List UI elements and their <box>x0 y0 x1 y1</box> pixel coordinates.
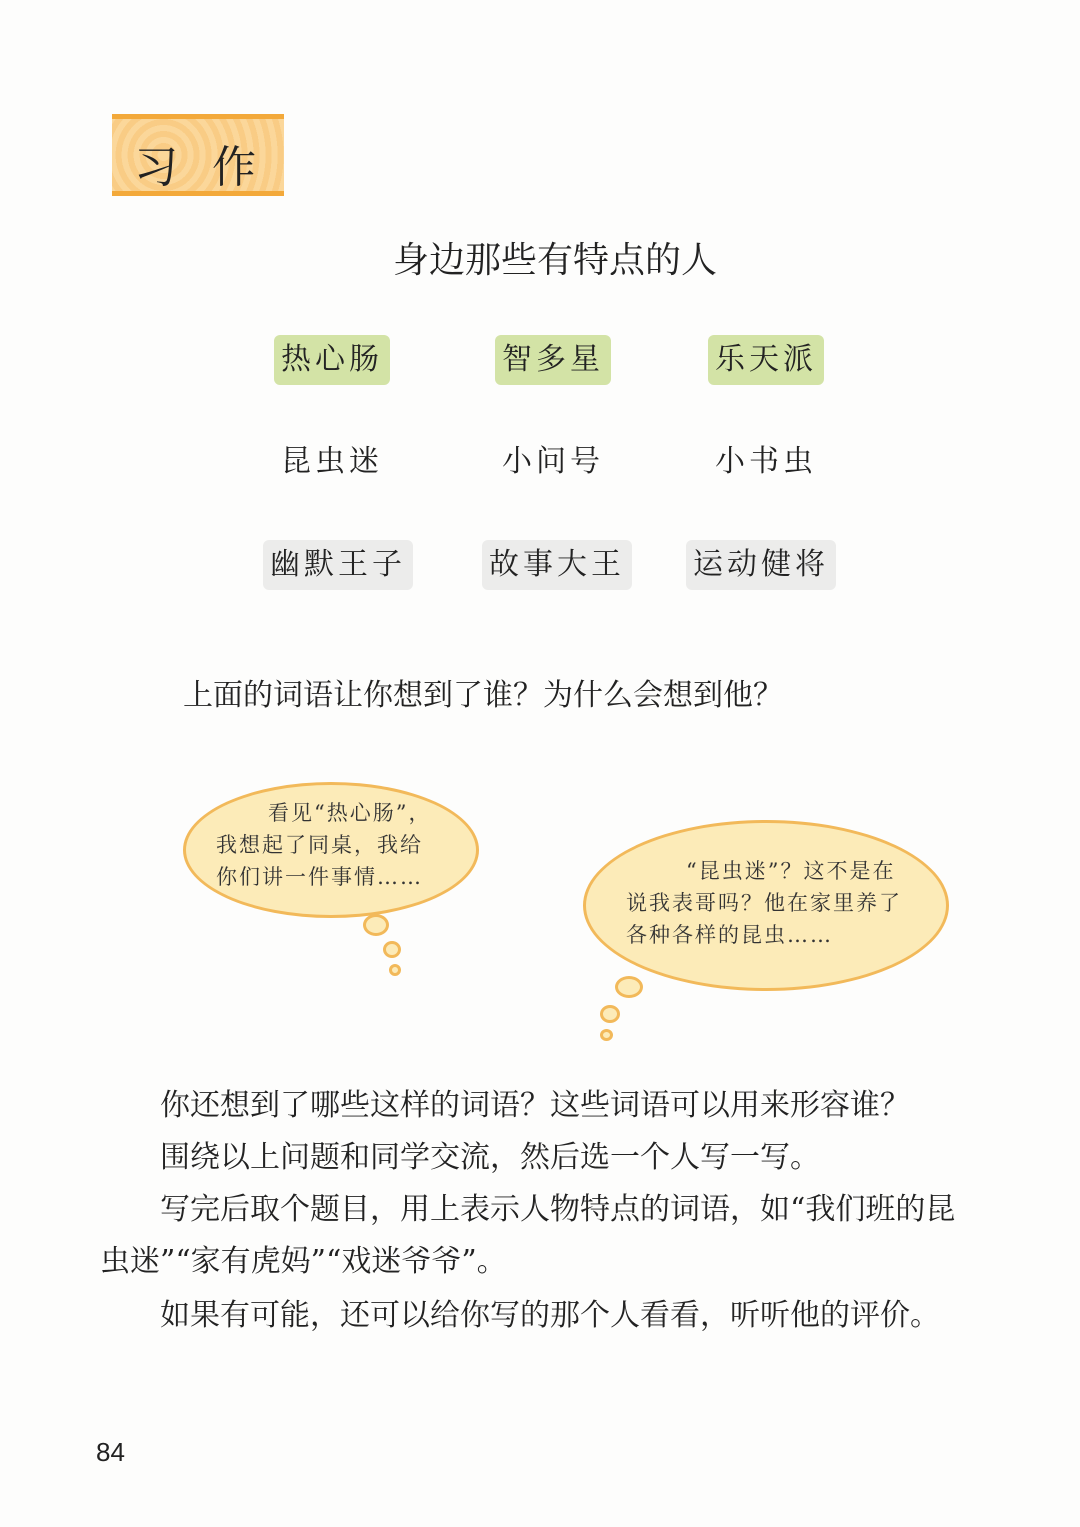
bubble-line: 我想起了同桌，我给 <box>216 833 423 857</box>
bubble-text-1 <box>216 797 431 893</box>
banner-char: 作 <box>212 142 256 193</box>
question: 上面的词语让你想到了谁？为什么会想到他？ <box>183 678 783 713</box>
bubble-line: 各种各样的昆虫…… <box>626 923 833 947</box>
bubble-dot <box>615 976 643 998</box>
tag: 幽默王子 <box>263 540 413 590</box>
paragraph: 写完后取个题目，用上表示人物特点的词语，如“我们班的昆 <box>160 1192 956 1227</box>
bubble-line: “昆虫迷”？这不是在 <box>686 859 896 883</box>
bubble-dot <box>389 964 401 976</box>
tag: 昆虫迷 <box>281 444 383 479</box>
bubble-line: 说我表哥吗？他在家里养了 <box>626 891 902 915</box>
tag: 小书虫 <box>715 444 817 479</box>
tag: 智多星 <box>495 335 611 385</box>
paragraph: 如果有可能，还可以给你写的那个人看看，听听他的评价。 <box>160 1298 940 1333</box>
banner-char: 习 <box>134 142 178 193</box>
bubble-dot <box>363 914 389 936</box>
bubble-text-2 <box>626 855 902 951</box>
tag: 故事大王 <box>482 540 632 590</box>
bubble-dot <box>600 1005 620 1023</box>
bubble-dot <box>383 941 401 958</box>
page-number: 84 <box>96 1437 125 1467</box>
page-title: 身边那些有特点的人 <box>392 240 717 281</box>
bubble-dot <box>600 1029 613 1041</box>
section-banner <box>112 114 284 196</box>
tag: 乐天派 <box>708 335 824 385</box>
paragraph: 围绕以上问题和同学交流，然后选一个人写一写。 <box>160 1140 820 1175</box>
tag: 热心肠 <box>274 335 390 385</box>
tag: 小问号 <box>502 444 604 479</box>
paragraph: 虫迷”“家有虎妈”“戏迷爷爷”。 <box>100 1244 507 1279</box>
bubble-line: 你们讲一件事情…… <box>216 865 423 889</box>
paragraph: 你还想到了哪些这样的词语？这些词语可以用来形容谁？ <box>160 1088 910 1123</box>
tag: 运动健将 <box>686 540 836 590</box>
bubble-line: 看见“热心肠”， <box>268 801 432 825</box>
